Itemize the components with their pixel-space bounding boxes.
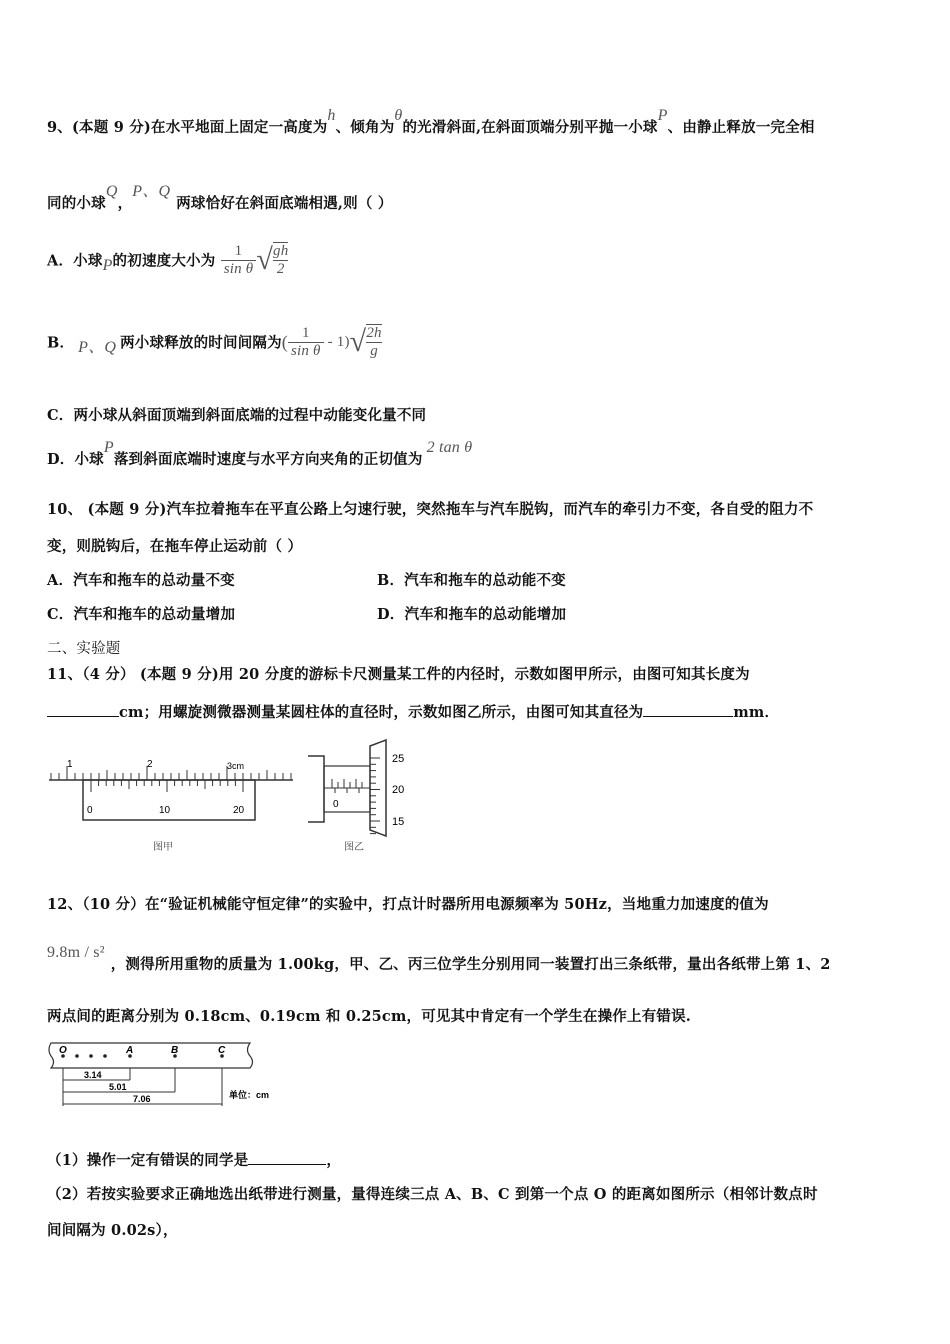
q9-option-b: B． P、Q 两小球释放的时间间隔为( $\frac{1}{\text{sin θ}}$ - 1)√ $\frac{2h}{g}$	[47, 324, 382, 359]
symbol-pq: P、Q	[132, 183, 171, 200]
q10-option-d: D．汽车和拖车的总动能增加	[377, 606, 567, 623]
answer-blank[interactable]	[643, 716, 733, 717]
q9-option-d: D．小球P落到斜面底端时速度与水平方向夹角的正切值为2 tan θ	[47, 439, 473, 468]
thimble-label: 20	[392, 784, 405, 796]
answer-blank[interactable]	[47, 716, 119, 717]
q10-option-a: A．汽车和拖车的总动量不变	[47, 572, 235, 589]
q12-line2: 9.8m / s²，测得所用重物的质量为 1.00kg，甲、乙、丙三位学生分别用同一装置打出三条纸带，量出各纸带上第 1、2	[47, 944, 831, 973]
distance-label: 5.01	[109, 1082, 127, 1092]
tape-dot	[89, 1054, 93, 1058]
paper-tape-figure	[47, 1040, 287, 1115]
q10-option-c: C．汽车和拖车的总动量增加	[47, 606, 236, 623]
unit-label: 单位：cm	[229, 1090, 270, 1100]
q10-line1: 10、 (本题 9 分)汽车拉着拖车在平直公路上匀速行驶，突然拖车与汽车脱钩，而汽车的牵引力不变，各自受的阻力不	[47, 501, 814, 518]
tape-point-label: A	[126, 1045, 134, 1056]
answer-blank[interactable]	[248, 1164, 326, 1165]
tape-dot	[75, 1054, 79, 1058]
main-scale-label: 2	[147, 759, 153, 770]
vernier-caliper-figure	[47, 752, 302, 857]
micrometer-figure	[306, 738, 421, 857]
figure-caption: 图乙	[344, 842, 364, 853]
q9-option-c: C．两小球从斜面顶端到斜面底端的过程中动能变化量不同	[47, 407, 427, 424]
symbol-p: P	[657, 107, 668, 124]
thimble-label: 15	[392, 816, 405, 828]
vernier-label: 0	[87, 805, 93, 816]
g-value: 9.8m / s²	[47, 944, 105, 961]
symbol-theta: θ	[394, 107, 403, 124]
q11-line2: cm；用螺旋测微器测量某圆柱体的直径时，示数如图乙所示，由图可知其直径为 mm．	[47, 701, 779, 722]
tape-point-label: O	[59, 1045, 67, 1056]
distance-label: 3.14	[84, 1070, 102, 1080]
vernier-label: 10	[159, 805, 171, 816]
formula-sqrt: √ $\frac{gh}{2}$	[256, 243, 289, 277]
vernier-label: 20	[233, 805, 245, 816]
q12-sub2-line1: （2）若按实验要求正确地选出纸带进行测量，量得连续三点 A、B、C 到第一个点 O 的距离如图所示（相邻计数点时	[47, 1186, 818, 1203]
formula-fraction: $\frac{1}{\text{sin θ}}$	[288, 325, 324, 360]
tape-point-label: C	[218, 1045, 226, 1056]
symbol-q: Q	[105, 183, 118, 200]
q9-line1: 9、(本题 9 分)在水平地面上固定一高度为h、倾角为θ的光滑斜面,在斜面顶端分别平抛一小球P、由静止释放一完全相	[47, 107, 815, 136]
sleeve-label: 0	[333, 799, 339, 810]
figure-caption: 图甲	[153, 842, 173, 853]
main-scale-label: 3cm	[227, 761, 245, 771]
q10-option-b: B．汽车和拖车的总动能不变	[377, 572, 566, 589]
q10-line2: 变，则脱钩后，在拖车停止运动前（ ）	[47, 538, 303, 555]
q9-option-a: A．小球P的初速度大小为 $\frac{1}{\text{sin θ}}$ √ $\frac{gh}{2}$	[47, 242, 289, 277]
q12-line1: 12、（10 分）在“验证机械能守恒定律”的实验中，打点计时器所用电源频率为 50Hz，当地重力加速度的值为	[47, 896, 769, 913]
section-heading: 二、实验题	[47, 641, 121, 657]
symbol-h: h	[327, 107, 336, 124]
formula-sqrt: √ $\frac{2h}{g}$	[349, 325, 382, 359]
formula-fraction: $\frac{1}{\text{sin θ}}$	[221, 243, 257, 278]
formula-tan: 2 tan θ	[426, 439, 473, 456]
q11-line1: 11、（4 分） (本题 9 分)用 20 分度的游标卡尺测量某工件的内径时，示数如图甲所示，由图可知其长度为	[47, 666, 750, 683]
q12-sub1: （1）操作一定有错误的同学是 ，	[47, 1152, 342, 1169]
q12-line3: 两点间的距离分别为 0.18cm、0.19cm 和 0.25cm，可见其中肯定有一个学生在操作上有错误.	[47, 1008, 692, 1025]
q12-sub2-line2: 间间隔为 0.02s），	[47, 1222, 178, 1239]
thimble-label: 25	[392, 753, 405, 765]
tape-dot	[103, 1054, 107, 1058]
main-scale-label: 1	[67, 759, 73, 770]
distance-label: 7.06	[133, 1094, 151, 1104]
tape-point-label: B	[171, 1045, 179, 1056]
q9-line2: 同的小球Q，P、Q两球恰好在斜面底端相遇,则（ ）	[47, 183, 393, 212]
